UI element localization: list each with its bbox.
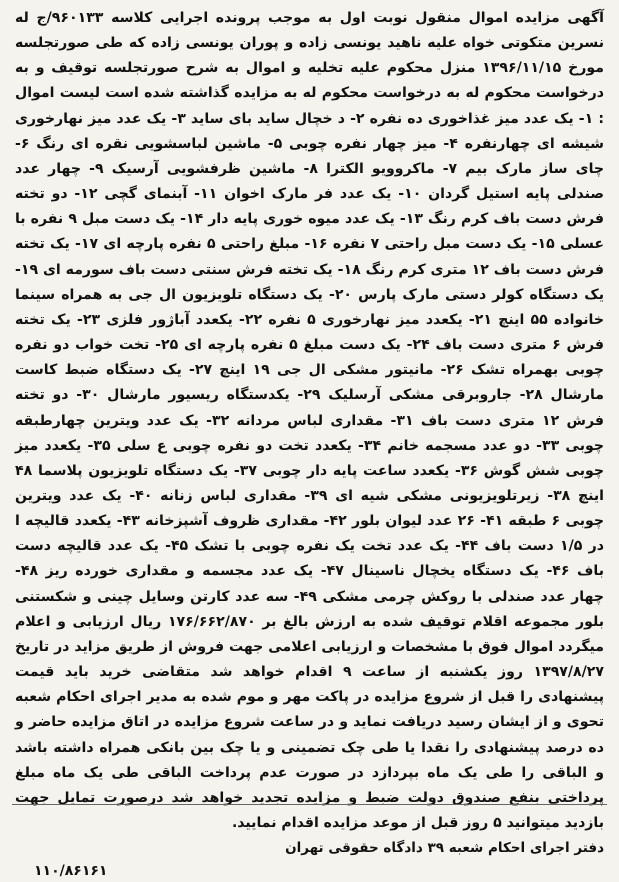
reference-number: ۱۱۰/۸۶۱۶۱ [34,863,108,880]
auction-notice [12,6,607,880]
notice-signature: دفتر اجرای احکام شعبه ۳۹ دادگاه حقوقی تهران [285,840,604,857]
divider [12,804,607,805]
notice-body: آگهی مزایده اموال منقول نوبت اول به موجب پرونده اجرایی کلاسه ۹۶۰۱۳۳/ج له نسرین متکوتی خواه علیه ناهید یونسی زاده و پوران یونسی زاده که طی صورتجلسه مورخ ۱۳۹۶/۱۱/۱۵ منزل محکوم علیه تخلیه و اموال به شرح صورتجلسه توقیف و به درخواست محکوم له به درخواست محکوم له به مزایده گذاشته شده است لیست اموال : ۱- یک عدد میز غذاخوری ده نفره ۲- د خچال ساید بای ساید ۳- یک عدد میز نهارخوری شیشه ای چهارنفره ۴- میز چهار نفره چوبی ۵- ماشین لباسشویی نقره ای رنگ ۶- چای ساز مارک بیم ۷- ماکروویو الکترا ۸- ماشین ظرفشویی آرسیک ۹- چهار عدد صندلی پایه استیل گردان ۱۰- یک عدد فر مارک اخوان ۱۱- آبنمای گچی ۱۲- دو تخته فرش دست باف کرم رنگ ۱۳- یک عدد میوه خوری پایه دار ۱۴- یک دست مبل ۹ نفره با عسلی ۱۵- یک دست مبل راحتی ۷ نفره ۱۶- مبلغ راحتی ۵ نفره پارچه ای ۱۷- یک تخته فرش دست باف ۱۲ متری کرم رنگ ۱۸- یک تخته فرش سنتی دست باف سورمه ای ۱۹- یک دستگاه کولر دستی مارک پارس ۲۰- یک دستگاه تلویزیون ال جی به همراه سینما خانواده ۵۵ اینچ ۲۱- یکعدد میز نهارخوری ۵ نفره ۲۲- یکعدد آباژور فلزی ۲۳- یک تخته فرش ۶ متری دست باف ۲۴- یک دست مبلغ ۵ نفره پارچه ای ۲۵- تخت خواب دو نفره چوبی بهمراه تشک ۲۶- مانیتور مشکی ال جی ۱۹ اینچ ۲۷- یک دستگاه ضبط کاست مارشال ۲۸- جاروبرقی مشکی آرسلیک ۲۹- یکدستگاه ریسیور مارشال ۳۰- دو تخته فرش ۱۲ متری دست باف ۳۱- مقداری لباس مردانه ۳۲- یک عدد ویترین چهارطبقه چوبی ۳۳- دو عدد مسجمه خانم ۳۴- یکعدد تخت دو نفره چوبی ع سلی ۳۵- یکعدد میز چوبی شش گوش ۳۶- یکعدد ساعت پایه دار چوبی ۳۷- یک دستگاه تلویزیون پلاسما ۴۸ اینچ ۳۸- زیرتلویزیونی مشکی شیه ای ۳۹- مقداری لباس زنانه ۴۰- یک عدد ویترین چوبی ۶ طبقه ۴۱- ۲۶ عدد لیوان بلور ۴۲- مقداری ظروف آشپزخانه ۴۳- یکعدد قالیچه ا در ۱/۵ دست باف ۴۴- یک عدد تخت یک نفره چوبی با تشک ۴۵- یک عدد قالیچه دست باف ۴۶- یک دستگاه یخچال ناسینال ۴۷- یک عدد مجسمه و مقداری خورده ریز ۴۸- چهار عدد صندلی با روکش چرمی مشکی ۴۹- سه عدد کارتن وسایل چینی و شکستنی بلور مجموعه اقلام توقیف شده به ارزش بالغ بر ۱۷۶/۶۶۲/۸۷۰ ریال ارزیابی و اعلام میگردد اموال فوق با مشخصات و ارزیابی اعلامی جهت فروش از طریق مزاید در تاریخ ۱۳۹۷/۸/۲۷ روز یکشنبه از ساعت ۹ اقدام خواهد شد متقاضی خرید باید قیمت پیشنهادی را قبل از شروع مزایده در پاکت مهر و موم شده به مدیر اجرای احکام شعبه تحوی و از ایشان رسید دریافت نماید و در ساعت شروع مزایده در اتاق مزایده حاضر و ده درصد پیشنهادی را نقدا یا طی چک تضمینی و یا چک بین بانکی همراه داشته باشد و الباقی را طی یک ماه بپردازد در صورت عدم پرداخت الباقی طی یک ماه مبلغ پرداختی بنفع صندوق دولت ضبط و مزایده تجدید خواهد شد درصورت تمایل جهت بازدید میتوانید ۵ روز قبل از موعد مزایده اقدام نمایید. [15,10,605,831]
